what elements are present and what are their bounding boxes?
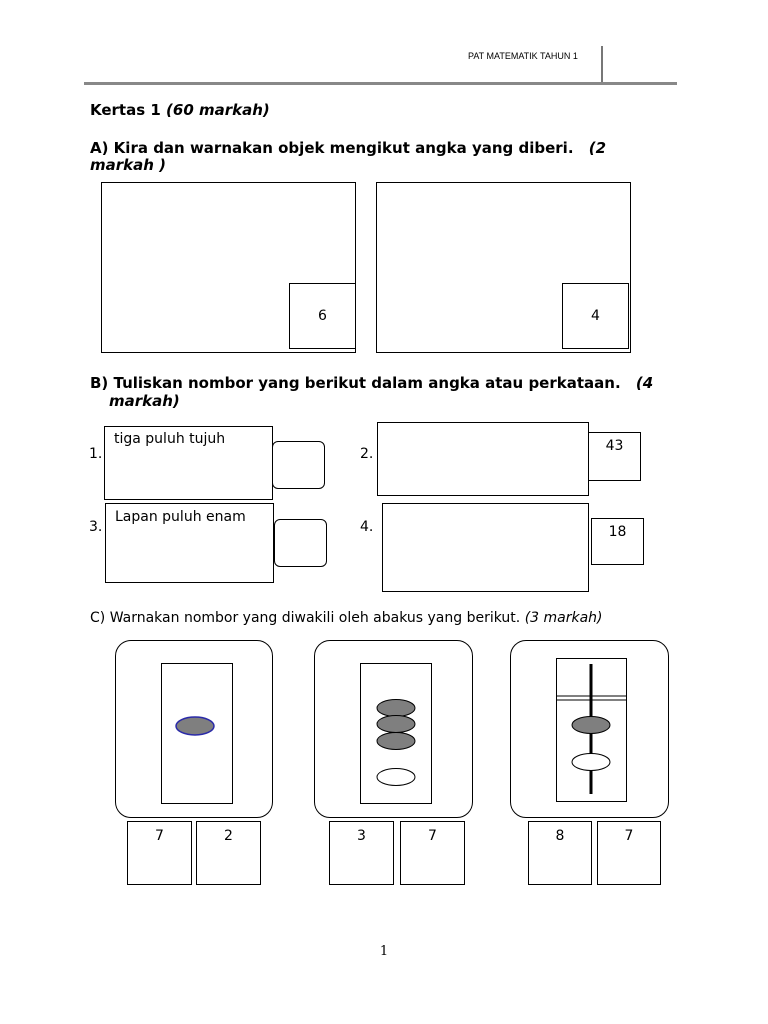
section-b-marks-1: (4 (635, 374, 654, 392)
section-a-marks-1: (2 (588, 139, 607, 157)
abacus-2-bead-2 (377, 716, 415, 733)
header-divider-vertical (601, 46, 603, 84)
count-box-2: 4 (562, 283, 629, 349)
section-a-text: A) Kira dan warnakan objek mengikut angka yang diberi. (90, 139, 574, 157)
word-box-1 (104, 426, 273, 500)
option-box-1-b[interactable]: 2 (196, 821, 261, 885)
section-c-instruction (90, 610, 603, 626)
section-a-marks-line2 (90, 157, 166, 174)
abacus-2 (360, 663, 433, 805)
item-number-3: 3. (89, 519, 103, 535)
option-box-3-b[interactable]: 7 (597, 821, 661, 885)
item-number-2: 2. (360, 446, 374, 462)
abacus-3-bead-filled (572, 717, 610, 734)
answer-box-3[interactable] (274, 519, 327, 567)
section-c-marks: (3 markah) (524, 610, 603, 626)
abacus-3-bead-empty (572, 754, 610, 771)
answer-box-4[interactable] (382, 503, 589, 592)
section-a-instruction (90, 140, 650, 157)
word-text-1: tiga puluh tujuh (114, 431, 226, 447)
option-box-1-a[interactable]: 7 (127, 821, 192, 885)
section-b-text: B) Tuliskan nombor yang berikut dalam angka atau perkataan. (90, 374, 621, 392)
section-c-text: C) Warnakan nombor yang diwakili oleh abakus yang berikut. (90, 610, 521, 626)
abacus-2-bead-1 (377, 700, 415, 717)
number-text-2: 43 (605, 438, 624, 454)
abacus-1-bead-1 (176, 717, 214, 735)
number-box-2 (588, 432, 641, 481)
abacus-1 (161, 663, 234, 805)
word-box-3 (105, 503, 274, 583)
item-number-4: 4. (360, 519, 374, 535)
answer-box-1[interactable] (272, 441, 325, 489)
option-box-2-a[interactable]: 3 (329, 821, 394, 885)
abacus-2-bead-empty (377, 769, 415, 786)
page-number: 1 (379, 944, 389, 959)
header-title: PAT MATEMATIK TAHUN 1 (468, 51, 578, 61)
section-b-instruction (90, 375, 670, 392)
word-text-3: Lapan puluh enam (115, 509, 246, 525)
answer-box-2[interactable] (377, 422, 589, 496)
section-b-marks-2: markah) (109, 392, 180, 410)
section-b-marks-line2 (109, 393, 180, 410)
number-text-4: 18 (608, 524, 627, 540)
header-divider-horizontal (84, 82, 677, 85)
paper-marks: (60 markah) (166, 101, 270, 119)
option-box-2-b[interactable]: 7 (400, 821, 465, 885)
number-box-4 (591, 518, 644, 565)
section-a-marks-2: markah ) (90, 156, 167, 174)
option-box-3-a[interactable]: 8 (528, 821, 592, 885)
abacus-2-bead-3 (377, 733, 415, 750)
paper-title-text: Kertas 1 (90, 101, 161, 119)
count-box-1: 6 (289, 283, 356, 349)
item-number-1: 1. (89, 446, 103, 462)
paper-title (90, 102, 270, 119)
abacus-3 (556, 658, 628, 803)
